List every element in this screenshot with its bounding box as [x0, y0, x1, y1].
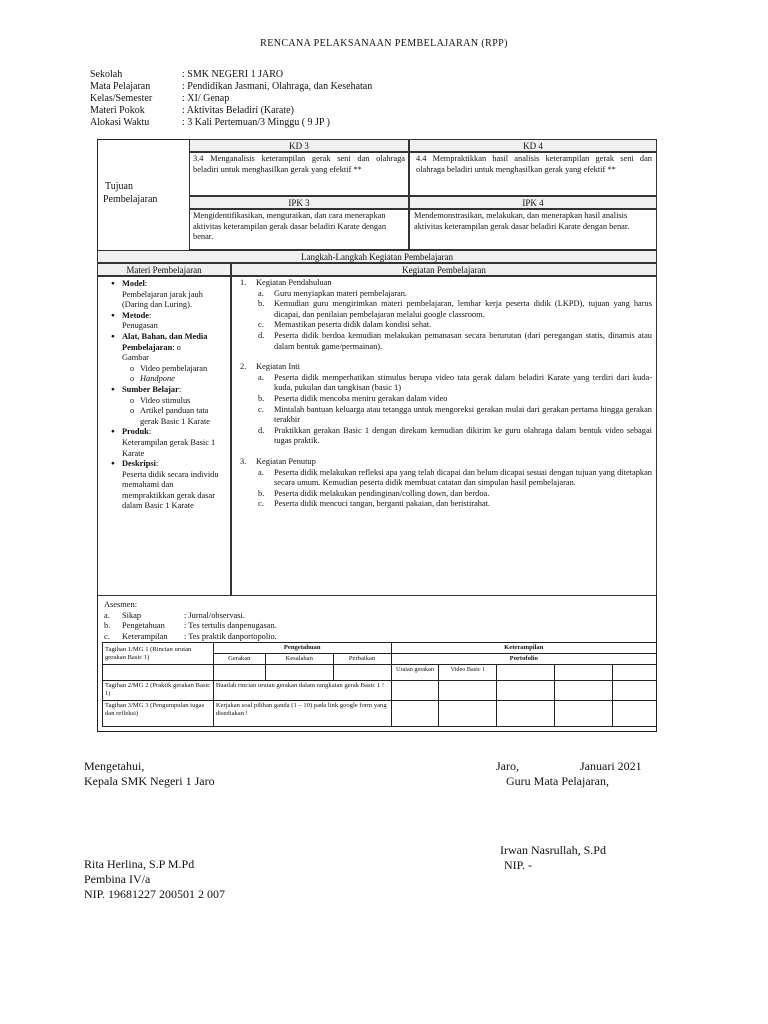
kepala-title: Kepala SMK Negeri 1 Jaro [84, 774, 215, 788]
asesmen-title: Asesmen: [104, 600, 138, 609]
item-letter: c. [258, 320, 264, 330]
item-letter: b. [258, 393, 265, 403]
materi-alat: ● Alat, Bahan, dan Media Pembelajaran: o Gambar o Video pembelajaran o Handpone [122, 332, 228, 385]
item-letter: b. [258, 488, 265, 498]
item-text: Kemudian guru mengirimkan materi pembelajaran, lembar kerja peserta didik (LKPD), tujuan yang harus dicapai, dan penilaian pembelajaran melalui google classroom. [274, 299, 652, 319]
tagihan-2-desc: Buatlah rincian urutan gerakan dalam rangkaian gerak Basic 1 ! [213, 681, 391, 701]
item-letter: b. [258, 299, 265, 309]
tagihan-1: Tagihan 1/MG 1 (Rincian urutan gerakan Basic 1) [103, 643, 214, 665]
asesmen-row [104, 632, 504, 643]
model-label: Model [122, 279, 145, 288]
kesalahan-header: Kesalahan [265, 654, 333, 665]
item-text: Mintalah bantuan keluarga atau tetangga untuk mengoreksi gerakan mulai dari gerakan pertama hingga gerakan terakhir [274, 404, 652, 425]
kegiatan-title: Kegiatan Pendahuluan [256, 278, 332, 287]
asesmen-key: Pengetahuan [122, 621, 165, 631]
asesmen-value: : Tes praktik danportopolio. [184, 631, 277, 641]
asesmen-value: : Tes tertulis danpenugasan. [184, 621, 277, 631]
meta-key: Mata Pelajaran [90, 81, 151, 92]
uraian-header: Uraian gerakan [391, 665, 439, 681]
empty-cell [439, 701, 497, 727]
pengetahuan-header: Pengetahuan [213, 643, 391, 654]
kegiatan-num: 1. [240, 278, 247, 287]
kepala-name: Rita Herlina, S.P M.Pd [84, 857, 195, 871]
sumber-item: o Video stimulus [140, 396, 228, 407]
sumber-label: Sumber Belajar [122, 384, 179, 394]
empty-cell [391, 701, 439, 727]
empty-cell [333, 665, 391, 681]
meta-value: : SMK NEGERI 1 JARO [182, 69, 284, 80]
empty-cell [213, 665, 265, 681]
guru-nip: NIP. - [504, 858, 533, 872]
portofolio-header: Portofolio [391, 654, 656, 665]
empty-cell [497, 701, 555, 727]
kegiatan-item [256, 331, 652, 352]
empty-cell [613, 701, 657, 727]
produk-text: Keterampilan gerak Basic 1 Karate [122, 437, 216, 458]
kegiatan-inti [238, 362, 652, 447]
item-text: Memastikan peserta didik dalam kondisi sehat. [274, 320, 432, 330]
item-text: Peserta didik melakukan refleksi apa yang telah dicapai dan belum dicapai sesuai dengan tujuan yang ditetapkan secara umum. Kemudian peserta didik membuat catatan dan simpulan hasil pembelajaran. [274, 467, 652, 488]
asesmen-letter: c. [104, 631, 110, 641]
item-letter: c. [258, 404, 264, 414]
alat-label: Alat, Bahan, dan Media Pembelajaran [122, 331, 208, 352]
meta-key: Materi Pokok [90, 105, 145, 116]
kegiatan-num: 3. [240, 456, 247, 466]
kegiatan-item [256, 373, 652, 394]
item-letter: d. [258, 425, 265, 435]
item-text: Peserta didik melakukan pendinginan/colling down, dan berdoa. [274, 488, 490, 498]
kegiatan-column [231, 276, 657, 596]
kegiatan-item [256, 499, 652, 510]
meta-kelas [90, 93, 229, 105]
tujuan-label [103, 180, 157, 206]
meta-value: : Aktivitas Beladiri (Karate) [182, 105, 294, 116]
model-text: Pembelajaran jarak jauh (Daring dan Luring). [122, 289, 203, 310]
empty-cell [391, 681, 439, 701]
meta-value: : Pendidikan Jasmani, Olahraga, dan Kesehatan [182, 81, 373, 92]
produk-label: Produk [122, 427, 149, 437]
guru-title: Guru Mata Pelajaran, [506, 774, 609, 788]
tagihan-2: Tagihan 2/MG 2 (Praktik gerakan Basic 1) [103, 681, 214, 701]
asesmen-key: Keterampilan [122, 631, 168, 641]
keterampilan-header: Keterampilan [391, 643, 656, 654]
item-letter: d. [258, 330, 265, 340]
meta-key: Alokasi Waktu [90, 117, 150, 128]
meta-mapel [90, 81, 372, 93]
ipk3-text: Mengidentifikasikan, menguraikan, dan cara menerapkan aktivitas keterampilan gerak dasar beladiri Karate dengan benar. [189, 209, 409, 250]
ipk4-header: IPK 4 [409, 196, 657, 209]
ipk3-header: IPK 3 [189, 196, 409, 209]
item-text: Peserta didik mencoba meniru gerakan dalam video [274, 393, 448, 403]
materi-deskripsi: ● Deskripsi: Peserta didik secara individu memahami dan mempraktikkan gerak dasar dalam Basic 1 Karate [122, 459, 228, 512]
kd3-text: 3.4 Menganalisis keterampilan gerak seni dan olahraga beladiri untuk menghasilkan gerak yang efektif ** [189, 152, 409, 196]
langkah-header: Langkah-Langkah Kegiatan Pembelajaran [97, 250, 657, 263]
empty-cell [497, 681, 555, 701]
materi-produk: ● Produk: Keterampilan gerak Basic 1 Karate [122, 427, 228, 459]
empty-cell [555, 701, 613, 727]
deskripsi-label: Deskripsi [122, 459, 156, 469]
materi-model: ● Model: Pembelajaran jarak jauh (Daring dan Luring). [122, 279, 228, 311]
meta-value: : XI/ Genap [182, 93, 230, 104]
asesmen-key: Sikap [122, 610, 142, 620]
kegiatan-item [256, 405, 652, 426]
meta-key: Sekolah [90, 69, 123, 80]
item-text: Peserta didik mencuci tangan, berganti pakaian, dan beristirahat. [274, 499, 491, 509]
kegiatan-penutup [238, 457, 652, 510]
sign-place: Jaro, [496, 759, 519, 773]
sumber-item: o Artikel panduan tata gerak Basic 1 Karate [140, 406, 228, 427]
kepala-nip: NIP. 19681227 200501 2 007 [84, 887, 226, 901]
kepala-rank: Pembina IV/a [84, 872, 151, 886]
kegiatan-title: Kegiatan Inti [256, 362, 300, 372]
asesmen-row [104, 611, 504, 622]
empty-cell [497, 665, 555, 681]
ipk4-text: Mendemonstrasikan, melakukan, dan menerapkan hasil analisis aktivitas keterampilan gerak dasar beladiri Karate dengan benar. [409, 209, 657, 250]
video-header: Video Basic 1 [439, 665, 497, 681]
mengetahui: Mengetahui, [84, 759, 145, 773]
item-letter: a. [258, 467, 264, 477]
kegiatan-pendahuluan [238, 278, 652, 352]
empty-cell [613, 665, 657, 681]
kegiatan-num: 2. [240, 362, 247, 372]
sign-date: Januari 2021 [580, 759, 642, 773]
kegiatan-item [256, 489, 652, 500]
asesmen-letter: a. [104, 610, 110, 620]
kegiatan-item [256, 289, 652, 300]
materi-sumber: ● Sumber Belajar: o Video stimulus o Artikel panduan tata gerak Basic 1 Karate [122, 385, 228, 427]
empty-cell [439, 681, 497, 701]
empty-cell [265, 665, 333, 681]
kegiatan-item [256, 394, 652, 405]
meta-alokasi [90, 117, 330, 129]
empty-cell [103, 665, 214, 681]
kd4-text: 4.4 Mempraktikkan hasil analisis keterampilan gerak seni dan olahraga beladiri untuk menghasilkan gerak yang efektif ** [409, 152, 657, 196]
evaluation-table [102, 642, 657, 727]
meta-value: : 3 Kali Pertemuan/3 Minggu ( 9 JP ) [182, 117, 330, 128]
empty-cell [613, 681, 657, 701]
materi-column [97, 276, 231, 596]
item-letter: a. [258, 288, 264, 298]
metode-label: Metode [122, 310, 149, 320]
materi-metode: ● Metode: Penugasan [122, 311, 228, 332]
tujuan-label-line1: Tujuan [105, 181, 133, 192]
perbaikan-header: Perbaikan [333, 654, 391, 665]
tujuan-label-line2: Pembelajaran [103, 194, 158, 205]
asesmen-value: : Jurnal/observasi. [184, 610, 245, 620]
item-text: Peserta didik memperhatikan stimulus berupa video tata gerak dalam beladiri Karate yang terdiri dari kuda-kuda, pukulan dan tangkisan (basic 1) [274, 372, 652, 393]
kd3-header: KD 3 [189, 139, 409, 152]
kegiatan-item [256, 468, 652, 489]
asesmen [104, 600, 504, 642]
tagihan-3: Tagihan 3/MG 3 (Pengumpulan tugas dan refleksi) [103, 701, 214, 727]
alat-item: o Handpone [140, 374, 228, 385]
kd4-header: KD 4 [409, 139, 657, 152]
kegiatan-item [256, 299, 652, 320]
kegiatan-header: Kegiatan Pembelajaran [231, 263, 657, 276]
deskripsi-text: Peserta didik secara individu memahami dan mempraktikkan gerak dasar dalam Basic 1 Karate [122, 469, 219, 511]
meta-sekolah [90, 69, 283, 81]
empty-cell [555, 681, 613, 701]
tagihan-3-desc: Kerjakan soal pilihan ganda (1 – 10) pada link google form yang disediakan ! [213, 701, 391, 727]
kegiatan-title: Kegiatan Penutup [256, 456, 316, 466]
guru-name: Irwan Nasrullah, S.Pd [500, 843, 606, 857]
alat-item: o Video pembelajaran [140, 364, 228, 375]
document-title: RENCANA PELAKSANAAN PEMBELAJARAN (RPP) [260, 38, 508, 49]
kegiatan-item [256, 426, 652, 447]
gerakan-header: Gerakan [213, 654, 265, 665]
item-text: Guru menyiapkan materi pembelajaran. [274, 288, 408, 298]
item-letter: c. [258, 499, 264, 509]
materi-header: Materi Pembelajaran [97, 263, 231, 276]
alat-first: Gambar [122, 353, 149, 363]
asesmen-row [104, 621, 504, 632]
item-text: Peserta didik berdoa kemudian melakukan pemanasan secara berurutan (dari peregangan statis, dinamis atau dalam bentuk game/permainan). [274, 330, 652, 351]
metode-text: Penugasan [122, 321, 158, 331]
meta-materi [90, 105, 294, 117]
item-text: Praktikkan gerakan Basic 1 dengan direkam kemudian dikirim ke guru olahraga dalam bentuk video sebagai tugas praktik. [274, 425, 652, 446]
meta-key: Kelas/Semester [90, 93, 153, 104]
kegiatan-item [256, 320, 652, 331]
empty-cell [555, 665, 613, 681]
item-letter: a. [258, 372, 264, 382]
asesmen-letter: b. [104, 621, 111, 631]
